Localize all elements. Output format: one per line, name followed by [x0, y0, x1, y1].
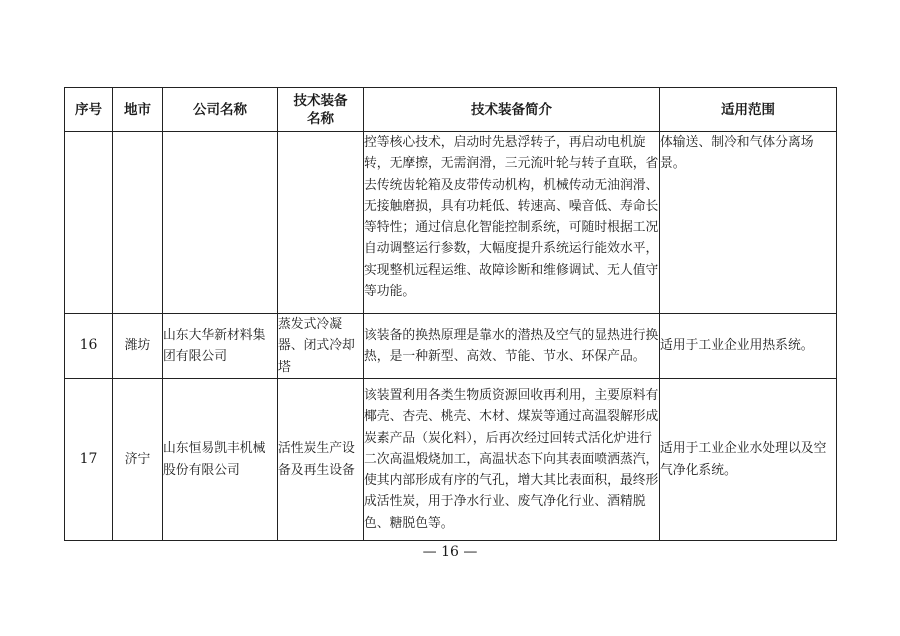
header-equipment: 技术装备名称 [278, 88, 364, 132]
cell-seq: 16 [65, 314, 113, 379]
header-company: 公司名称 [163, 88, 278, 132]
cell-scope: 体输送、制冷和气体分离场景。 [660, 132, 837, 314]
cell-equipment: 蒸发式冷凝器、闭式冷却塔 [278, 314, 364, 379]
cell-company [163, 132, 278, 314]
cell-company: 山东大华新材料集团有限公司 [163, 314, 278, 379]
table-header-row [65, 88, 837, 132]
cell-equipment: 活性炭生产设备及再生设备 [278, 379, 364, 541]
header-seq: 序号 [65, 88, 113, 132]
cell-summary: 控等核心技术，启动时先悬浮转子，再启动电机旋转，无摩擦，无需润滑，三元流叶轮与转子直联，省去传统齿轮箱及皮带传动机构，机械传动无油润滑、无接触磨损，具有功耗低、转速高、噪音低、寿命长等特性；通过信息化智能控制系统，可随时根据工况自动调整运行参数，大幅度提升系统运行能效水平，实现整机远程运维、故障诊断和维修调试、无人值守等功能。 [364, 132, 660, 314]
table-row [65, 132, 837, 314]
table-row [65, 379, 837, 541]
header-summary: 技术装备简介 [364, 88, 660, 132]
cell-scope: 适用于工业企业水处理以及空气净化系统。 [660, 379, 837, 541]
page-number: — 16 — [422, 544, 478, 560]
header-scope: 适用范围 [660, 88, 837, 132]
cell-seq: 17 [65, 379, 113, 541]
cell-equipment [278, 132, 364, 314]
cell-city [113, 132, 163, 314]
cell-company: 山东恒易凯丰机械股份有限公司 [163, 379, 278, 541]
cell-summary: 该装置利用各类生物质资源回收再利用，主要原料有椰壳、杏壳、桃壳、木材、煤炭等通过高温裂解形成炭素产品（炭化料），后再次经过回转式活化炉进行二次高温煅烧加工，高温状态下向其表面喷洒蒸汽，使其内部形成有序的气孔，增大其比表面积，最终形成活性炭，用于净水行业、废气净化行业、酒精脱色、糖脱色等。 [364, 379, 660, 541]
cell-seq [65, 132, 113, 314]
table-row [65, 314, 837, 379]
cell-city: 潍坊 [113, 314, 163, 379]
equipment-table [64, 87, 837, 541]
header-city: 地市 [113, 88, 163, 132]
cell-scope: 适用于工业企业用热系统。 [660, 314, 837, 379]
cell-summary: 该装备的换热原理是靠水的潜热及空气的显热进行换热，是一种新型、高效、节能、节水、环保产品。 [364, 314, 660, 379]
cell-city: 济宁 [113, 379, 163, 541]
